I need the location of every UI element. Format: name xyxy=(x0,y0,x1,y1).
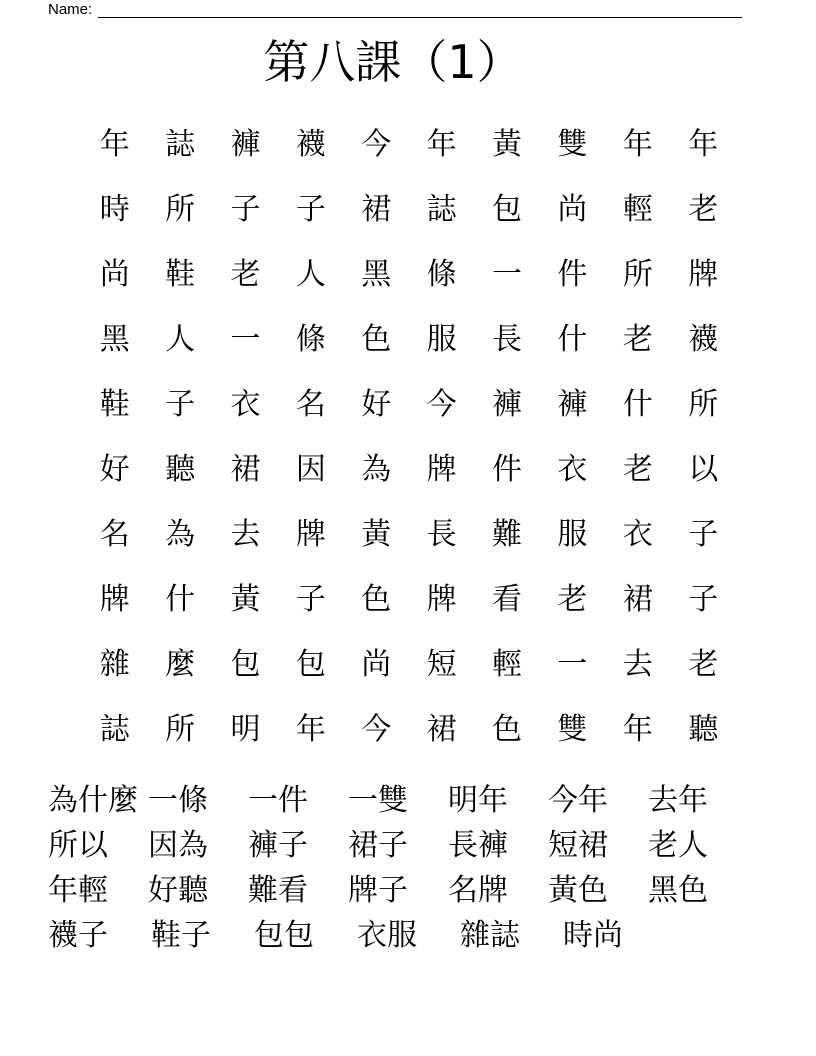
word-bank-item: 襪子 xyxy=(48,918,108,953)
grid-cell[interactable]: 好 xyxy=(361,387,392,422)
word-bank-item: 名牌 xyxy=(448,873,508,908)
word-bank-item: 裙子 xyxy=(348,828,408,863)
grid-cell[interactable]: 什 xyxy=(557,322,588,357)
grid-cell[interactable]: 一 xyxy=(557,647,588,682)
grid-cell[interactable]: 色 xyxy=(361,582,392,617)
grid-cell[interactable]: 雙 xyxy=(557,712,588,747)
grid-cell[interactable]: 年 xyxy=(622,127,653,162)
word-bank-item: 一件 xyxy=(248,783,308,818)
grid-cell[interactable]: 老 xyxy=(230,257,261,292)
grid-cell[interactable]: 誌 xyxy=(426,192,457,227)
grid-cell[interactable]: 所 xyxy=(165,192,196,227)
grid-cell[interactable]: 時 xyxy=(99,192,130,227)
word-bank-item: 包包 xyxy=(254,918,314,953)
grid-cell[interactable]: 子 xyxy=(688,582,719,617)
grid-cell[interactable]: 子 xyxy=(295,582,326,617)
word-bank-item: 所以 xyxy=(48,828,108,863)
grid-cell[interactable]: 看 xyxy=(492,582,523,617)
grid-cell[interactable]: 難 xyxy=(492,517,523,552)
grid-cell[interactable]: 麼 xyxy=(165,647,196,682)
grid-row xyxy=(82,567,742,632)
grid-row xyxy=(82,697,742,762)
grid-cell[interactable]: 色 xyxy=(492,712,523,747)
word-bank-item: 難看 xyxy=(248,873,308,908)
word-bank-item: 長褲 xyxy=(448,828,508,863)
name-blank-line[interactable] xyxy=(98,3,742,18)
grid-cell[interactable]: 老 xyxy=(557,582,588,617)
word-bank-item: 牌子 xyxy=(348,873,408,908)
word-bank-item: 今年 xyxy=(548,783,608,818)
grid-cell[interactable]: 誌 xyxy=(99,712,130,747)
grid-cell[interactable]: 子 xyxy=(230,192,261,227)
grid-cell[interactable]: 所 xyxy=(165,712,196,747)
grid-cell[interactable]: 為 xyxy=(165,517,196,552)
grid-cell[interactable]: 子 xyxy=(688,517,719,552)
grid-cell[interactable]: 褲 xyxy=(492,387,523,422)
grid-cell[interactable]: 一 xyxy=(492,257,523,292)
grid-cell[interactable]: 輕 xyxy=(492,647,523,682)
grid-cell[interactable]: 黃 xyxy=(361,517,392,552)
grid-cell[interactable]: 黑 xyxy=(99,322,130,357)
grid-cell[interactable]: 所 xyxy=(688,387,719,422)
grid-cell[interactable]: 老 xyxy=(622,452,653,487)
grid-cell[interactable]: 包 xyxy=(230,647,261,682)
grid-cell[interactable]: 裙 xyxy=(622,582,653,617)
word-bank-item: 一雙 xyxy=(348,783,408,818)
grid-cell[interactable]: 件 xyxy=(557,257,588,292)
grid-cell[interactable]: 條 xyxy=(426,257,457,292)
grid-cell[interactable]: 包 xyxy=(295,647,326,682)
grid-cell[interactable]: 衣 xyxy=(557,452,588,487)
word-bank-item: 衣服 xyxy=(357,918,417,953)
grid-cell[interactable]: 名 xyxy=(295,387,326,422)
grid-cell[interactable]: 衣 xyxy=(622,517,653,552)
grid-cell[interactable]: 年 xyxy=(99,127,130,162)
grid-cell[interactable]: 黃 xyxy=(492,127,523,162)
grid-cell[interactable]: 條 xyxy=(295,322,326,357)
grid-row xyxy=(82,177,742,242)
grid-cell[interactable]: 尚 xyxy=(99,257,130,292)
word-bank-item: 去年 xyxy=(648,783,708,818)
grid-cell[interactable]: 年 xyxy=(622,712,653,747)
word-bank-item: 時尚 xyxy=(563,918,623,953)
grid-cell[interactable]: 尚 xyxy=(361,647,392,682)
word-bank-item: 鞋子 xyxy=(151,918,211,953)
grid-cell[interactable]: 裙 xyxy=(230,452,261,487)
grid-cell[interactable]: 雜 xyxy=(99,647,130,682)
grid-cell[interactable]: 襪 xyxy=(688,322,719,357)
grid-row xyxy=(82,112,742,177)
grid-cell[interactable]: 色 xyxy=(361,322,392,357)
grid-row xyxy=(82,307,742,372)
word-bank-item: 黑色 xyxy=(648,873,708,908)
word-bank xyxy=(48,778,748,958)
word-bank-item: 黃色 xyxy=(548,873,608,908)
grid-cell[interactable]: 輕 xyxy=(622,192,653,227)
grid-cell[interactable]: 襪 xyxy=(295,127,326,162)
word-search-grid xyxy=(82,112,742,762)
word-bank-item: 年輕 xyxy=(48,873,108,908)
word-bank-row xyxy=(48,823,748,868)
grid-cell[interactable]: 長 xyxy=(492,322,523,357)
grid-cell[interactable]: 年 xyxy=(688,127,719,162)
grid-cell[interactable]: 年 xyxy=(295,712,326,747)
grid-cell[interactable]: 所 xyxy=(622,257,653,292)
grid-cell[interactable]: 為 xyxy=(361,452,392,487)
grid-cell[interactable]: 以 xyxy=(688,452,719,487)
word-bank-row xyxy=(48,868,748,913)
grid-cell[interactable]: 包 xyxy=(492,192,523,227)
grid-cell[interactable]: 鞋 xyxy=(99,387,130,422)
grid-cell[interactable]: 明 xyxy=(230,712,261,747)
grid-cell[interactable]: 老 xyxy=(622,322,653,357)
grid-cell[interactable]: 子 xyxy=(165,387,196,422)
word-bank-row xyxy=(48,913,748,958)
word-bank-row xyxy=(48,778,748,823)
grid-cell[interactable]: 牌 xyxy=(426,452,457,487)
grid-row xyxy=(82,437,742,502)
grid-cell[interactable]: 服 xyxy=(557,517,588,552)
grid-cell[interactable]: 老 xyxy=(688,192,719,227)
name-label: Name: xyxy=(48,1,93,18)
grid-cell[interactable]: 短 xyxy=(426,647,457,682)
grid-cell[interactable]: 雙 xyxy=(557,127,588,162)
grid-cell[interactable]: 什 xyxy=(622,387,653,422)
page-title: 第八課（1） xyxy=(263,35,523,89)
grid-cell[interactable]: 今 xyxy=(361,712,392,747)
grid-cell[interactable]: 人 xyxy=(295,257,326,292)
grid-cell[interactable]: 褲 xyxy=(557,387,588,422)
word-bank-item: 因為 xyxy=(148,828,208,863)
grid-cell[interactable]: 牌 xyxy=(99,582,130,617)
grid-cell[interactable]: 鞋 xyxy=(165,257,196,292)
grid-row xyxy=(82,242,742,307)
grid-cell[interactable]: 誌 xyxy=(165,127,196,162)
word-bank-item: 短裙 xyxy=(548,828,608,863)
word-bank-item: 雜誌 xyxy=(460,918,520,953)
grid-cell[interactable]: 尚 xyxy=(557,192,588,227)
word-bank-item: 老人 xyxy=(648,828,708,863)
grid-cell[interactable]: 裙 xyxy=(426,712,457,747)
grid-cell[interactable]: 褲 xyxy=(230,127,261,162)
grid-cell[interactable]: 牌 xyxy=(295,517,326,552)
grid-cell[interactable]: 什 xyxy=(165,582,196,617)
grid-cell[interactable]: 黃 xyxy=(230,582,261,617)
grid-cell[interactable]: 服 xyxy=(426,322,457,357)
grid-cell[interactable]: 聽 xyxy=(688,712,719,747)
word-bank-item: 好聽 xyxy=(148,873,208,908)
grid-cell[interactable]: 子 xyxy=(295,192,326,227)
grid-cell[interactable]: 件 xyxy=(492,452,523,487)
grid-row xyxy=(82,632,742,697)
grid-cell[interactable]: 衣 xyxy=(230,387,261,422)
grid-cell[interactable]: 人 xyxy=(165,322,196,357)
grid-cell[interactable]: 牌 xyxy=(426,582,457,617)
grid-row xyxy=(82,502,742,567)
grid-cell[interactable]: 黑 xyxy=(361,257,392,292)
grid-cell[interactable]: 一 xyxy=(230,322,261,357)
grid-cell[interactable]: 老 xyxy=(688,647,719,682)
grid-cell[interactable]: 去 xyxy=(230,517,261,552)
word-bank-item: 褲子 xyxy=(248,828,308,863)
grid-cell[interactable]: 今 xyxy=(426,387,457,422)
grid-cell[interactable]: 聽 xyxy=(165,452,196,487)
grid-cell[interactable]: 牌 xyxy=(688,257,719,292)
grid-row xyxy=(82,372,742,437)
grid-cell[interactable]: 今 xyxy=(361,127,392,162)
grid-cell[interactable]: 年 xyxy=(426,127,457,162)
word-bank-item: 明年 xyxy=(448,783,508,818)
word-bank-item: 一條 xyxy=(148,783,208,818)
grid-cell[interactable]: 去 xyxy=(622,647,653,682)
grid-cell[interactable]: 好 xyxy=(99,452,130,487)
name-field-row xyxy=(48,0,742,18)
word-bank-item: 為什麼 xyxy=(48,783,138,818)
grid-cell[interactable]: 裙 xyxy=(361,192,392,227)
grid-cell[interactable]: 長 xyxy=(426,517,457,552)
grid-cell[interactable]: 因 xyxy=(295,452,326,487)
grid-cell[interactable]: 名 xyxy=(99,517,130,552)
